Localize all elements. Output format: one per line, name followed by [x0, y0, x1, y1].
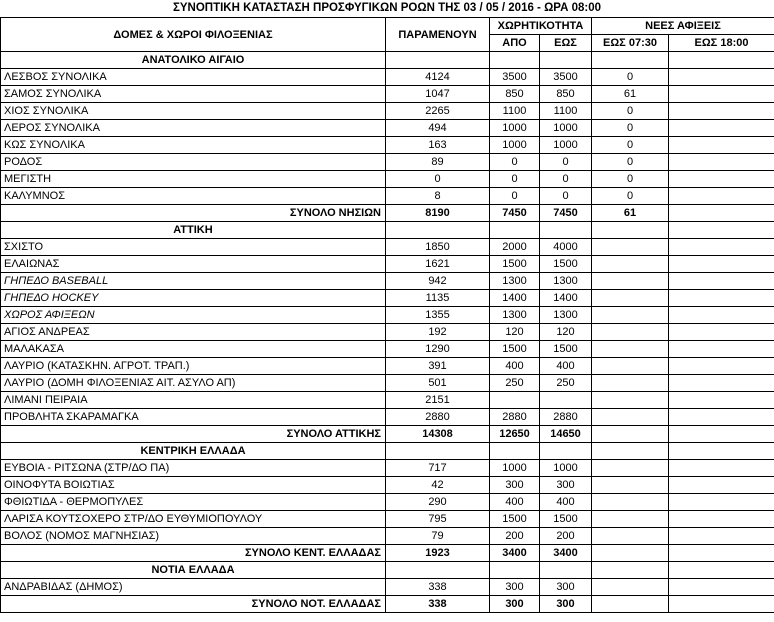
- empty-cell: [669, 52, 774, 69]
- arrivals-1800-cell: [669, 290, 774, 307]
- table-body: [1, 52, 774, 613]
- arrivals-0730-cell: [592, 256, 669, 273]
- capacity-from-cell: 1000: [490, 460, 540, 477]
- remaining-cell: 795: [386, 511, 490, 528]
- arrivals-0730-cell: [592, 511, 669, 528]
- facility-name: ΓΗΠΕΔΟ BASEBALL: [1, 273, 386, 290]
- empty-cell: [540, 222, 592, 239]
- total-capacity-from-cell: 7450: [490, 205, 540, 222]
- arrivals-0730-cell: 0: [592, 120, 669, 137]
- section-total-row: [1, 426, 774, 443]
- section-header-row: [1, 52, 774, 69]
- total-arrivals-0730-cell: [592, 596, 669, 613]
- empty-cell: [540, 52, 592, 69]
- capacity-to-cell: 2880: [540, 409, 592, 426]
- capacity-to-cell: 1000: [540, 120, 592, 137]
- arrivals-0730-cell: 0: [592, 137, 669, 154]
- capacity-to-cell: 0: [540, 188, 592, 205]
- total-capacity-to-cell: 300: [540, 596, 592, 613]
- remaining-cell: 0: [386, 171, 490, 188]
- table-row: [1, 188, 774, 205]
- remaining-cell: 4124: [386, 69, 490, 86]
- capacity-from-cell: 300: [490, 477, 540, 494]
- facility-name: ΓΗΠΕΔΟ HOCKEY: [1, 290, 386, 307]
- arrivals-1800-cell: [669, 494, 774, 511]
- remaining-cell: 942: [386, 273, 490, 290]
- table-row: [1, 358, 774, 375]
- total-arrivals-0730-cell: [592, 545, 669, 562]
- arrivals-0730-cell: 0: [592, 103, 669, 120]
- section-title: ΝΟΤΙΑ ΕΛΛΑΔΑ: [1, 562, 386, 579]
- empty-cell: [669, 443, 774, 460]
- facility-name: ΡΟΔΟΣ: [1, 154, 386, 171]
- arrivals-1800-cell: [669, 137, 774, 154]
- capacity-to-cell: 0: [540, 171, 592, 188]
- table-row: [1, 103, 774, 120]
- arrivals-0730-cell: [592, 528, 669, 545]
- arrivals-0730-cell: 0: [592, 154, 669, 171]
- remaining-cell: 494: [386, 120, 490, 137]
- capacity-to-cell: 1500: [540, 341, 592, 358]
- arrivals-1800-cell: [669, 324, 774, 341]
- facility-name: ΧΩΡΟΣ ΑΦΙΞΕΩΝ: [1, 307, 386, 324]
- section-header-row: [1, 562, 774, 579]
- col-header-from: ΑΠΟ: [490, 35, 540, 52]
- section-header-row: [1, 443, 774, 460]
- arrivals-0730-cell: 0: [592, 188, 669, 205]
- facility-name: ΛΑΥΡΙΟ (ΔΟΜΗ ΦΙΛΟΞΕΝΙΑΣ ΑΙΤ. ΑΣΥΛΟ ΑΠ): [1, 375, 386, 392]
- arrivals-1800-cell: [669, 375, 774, 392]
- section-title: ΑΤΤΙΚΗ: [1, 222, 386, 239]
- total-capacity-from-cell: 3400: [490, 545, 540, 562]
- empty-cell: [592, 52, 669, 69]
- remaining-cell: 163: [386, 137, 490, 154]
- table-row: [1, 171, 774, 188]
- empty-cell: [540, 562, 592, 579]
- table-row: [1, 307, 774, 324]
- total-capacity-from-cell: 12650: [490, 426, 540, 443]
- arrivals-1800-cell: [669, 579, 774, 596]
- arrivals-0730-cell: [592, 392, 669, 409]
- arrivals-1800-cell: [669, 103, 774, 120]
- capacity-to-cell: 1000: [540, 137, 592, 154]
- capacity-from-cell: 1000: [490, 120, 540, 137]
- section-total-row: [1, 596, 774, 613]
- capacity-to-cell: 850: [540, 86, 592, 103]
- remaining-cell: 717: [386, 460, 490, 477]
- remaining-cell: 2265: [386, 103, 490, 120]
- empty-cell: [490, 562, 540, 579]
- remaining-cell: 89: [386, 154, 490, 171]
- facility-name: ΜΕΓΙΣΤΗ: [1, 171, 386, 188]
- facility-name: ΕΛΑΙΩΝΑΣ: [1, 256, 386, 273]
- total-remaining-cell: 1923: [386, 545, 490, 562]
- total-label: ΣΥΝΟΛΟ ΝΟΤ. ΕΛΛΑΔΑΣ: [1, 596, 386, 613]
- arrivals-0730-cell: 61: [592, 86, 669, 103]
- capacity-to-cell: 3500: [540, 69, 592, 86]
- capacity-to-cell: 1300: [540, 307, 592, 324]
- empty-cell: [592, 562, 669, 579]
- arrivals-0730-cell: [592, 290, 669, 307]
- table-row: [1, 273, 774, 290]
- facility-name: ΣΑΜΟΣ ΣΥΝΟΛΙΚΑ: [1, 86, 386, 103]
- remaining-cell: 192: [386, 324, 490, 341]
- capacity-to-cell: 300: [540, 579, 592, 596]
- facility-name: ΛΕΡΟΣ ΣΥΝΟΛΙΚΑ: [1, 120, 386, 137]
- col-header-facilities: ΔΟΜΕΣ & ΧΩΡΟΙ ΦΙΛΟΞΕΝΙΑΣ: [1, 18, 386, 52]
- table-row: [1, 392, 774, 409]
- arrivals-0730-cell: [592, 579, 669, 596]
- empty-cell: [540, 443, 592, 460]
- arrivals-0730-cell: [592, 409, 669, 426]
- table-row: [1, 154, 774, 171]
- capacity-to-cell: 1400: [540, 290, 592, 307]
- empty-cell: [386, 222, 490, 239]
- capacity-to-cell: 1100: [540, 103, 592, 120]
- section-total-row: [1, 205, 774, 222]
- capacity-from-cell: 0: [490, 154, 540, 171]
- capacity-from-cell: 2000: [490, 239, 540, 256]
- arrivals-1800-cell: [669, 528, 774, 545]
- total-remaining-cell: 338: [386, 596, 490, 613]
- total-arrivals-0730-cell: 61: [592, 205, 669, 222]
- facility-name: ΠΡΟΒΛΗΤΑ ΣΚΑΡΑΜΑΓΚΑ: [1, 409, 386, 426]
- facility-name: ΒΟΛΟΣ (ΝΟΜΟΣ ΜΑΓΝΗΣΙΑΣ): [1, 528, 386, 545]
- capacity-to-cell: 1000: [540, 460, 592, 477]
- total-capacity-to-cell: 14650: [540, 426, 592, 443]
- total-label: ΣΥΝΟΛΟ ΝΗΣΙΩΝ: [1, 205, 386, 222]
- capacity-from-cell: 1300: [490, 273, 540, 290]
- table-row: [1, 256, 774, 273]
- facility-name: ΛΕΣΒΟΣ ΣΥΝΟΛΙΚΑ: [1, 69, 386, 86]
- refugee-flows-table: [0, 17, 774, 613]
- capacity-from-cell: 1400: [490, 290, 540, 307]
- total-arrivals-1800-cell: [669, 205, 774, 222]
- remaining-cell: 79: [386, 528, 490, 545]
- facility-name: ΣΧΙΣΤΟ: [1, 239, 386, 256]
- arrivals-1800-cell: [669, 358, 774, 375]
- total-capacity-from-cell: 300: [490, 596, 540, 613]
- table-row: [1, 494, 774, 511]
- col-header-new-arrivals: ΝΕΕΣ ΑΦΙΞΕΙΣ: [592, 18, 774, 35]
- arrivals-1800-cell: [669, 256, 774, 273]
- arrivals-0730-cell: [592, 324, 669, 341]
- header-row-1: [1, 18, 774, 35]
- facility-name: ΑΝΔΡΑΒΙΔΑΣ (ΔΗΜΟΣ): [1, 579, 386, 596]
- arrivals-0730-cell: [592, 239, 669, 256]
- capacity-from-cell: 2880: [490, 409, 540, 426]
- total-label: ΣΥΝΟΛΟ ΑΤΤΙΚΗΣ: [1, 426, 386, 443]
- capacity-from-cell: [490, 392, 540, 409]
- capacity-from-cell: 1000: [490, 137, 540, 154]
- capacity-from-cell: 0: [490, 188, 540, 205]
- empty-cell: [490, 52, 540, 69]
- arrivals-1800-cell: [669, 86, 774, 103]
- arrivals-0730-cell: [592, 477, 669, 494]
- col-header-until-1800: ΕΩΣ 18:00: [669, 35, 774, 52]
- arrivals-0730-cell: [592, 341, 669, 358]
- arrivals-1800-cell: [669, 120, 774, 137]
- remaining-cell: 391: [386, 358, 490, 375]
- remaining-cell: 338: [386, 579, 490, 596]
- table-row: [1, 290, 774, 307]
- table-row: [1, 69, 774, 86]
- remaining-cell: 8: [386, 188, 490, 205]
- remaining-cell: 1355: [386, 307, 490, 324]
- facility-name: ΛΙΜΑΝΙ ΠΕΙΡΑΙΑ: [1, 392, 386, 409]
- table-row: [1, 86, 774, 103]
- arrivals-0730-cell: [592, 358, 669, 375]
- total-capacity-to-cell: 3400: [540, 545, 592, 562]
- facility-name: ΛΑΥΡΙΟ (ΚΑΤΑΣΚΗΝ. ΑΓΡΟΤ. ΤΡΑΠ.): [1, 358, 386, 375]
- empty-cell: [386, 443, 490, 460]
- arrivals-1800-cell: [669, 273, 774, 290]
- capacity-to-cell: 1300: [540, 273, 592, 290]
- empty-cell: [592, 222, 669, 239]
- capacity-from-cell: 400: [490, 494, 540, 511]
- facility-name: ΜΑΛΑΚΑΣΑ: [1, 341, 386, 358]
- remaining-cell: 2151: [386, 392, 490, 409]
- remaining-cell: 2880: [386, 409, 490, 426]
- capacity-from-cell: 0: [490, 171, 540, 188]
- report-title: ΣΥΝΟΠΤΙΚΗ ΚΑΤΑΣΤΑΣΗ ΠΡΟΣΦΥΓΙΚΩΝ ΡΟΩΝ ΤΗΣ 03 / 05 / 2016 - ΩΡΑ 08:00: [172, 2, 602, 14]
- facility-name: ΑΓΙΟΣ ΑΝΔΡΕΑΣ: [1, 324, 386, 341]
- arrivals-0730-cell: [592, 460, 669, 477]
- arrivals-1800-cell: [669, 511, 774, 528]
- arrivals-0730-cell: [592, 375, 669, 392]
- total-remaining-cell: 14308: [386, 426, 490, 443]
- capacity-from-cell: 250: [490, 375, 540, 392]
- arrivals-1800-cell: [669, 392, 774, 409]
- capacity-from-cell: 120: [490, 324, 540, 341]
- capacity-to-cell: 250: [540, 375, 592, 392]
- facility-name: ΟΙΝΟΦΥΤΑ ΒΟΙΩΤΙΑΣ: [1, 477, 386, 494]
- total-arrivals-1800-cell: [669, 426, 774, 443]
- arrivals-0730-cell: [592, 273, 669, 290]
- capacity-from-cell: 400: [490, 358, 540, 375]
- capacity-from-cell: 300: [490, 579, 540, 596]
- total-arrivals-0730-cell: [592, 426, 669, 443]
- remaining-cell: 290: [386, 494, 490, 511]
- total-arrivals-1800-cell: [669, 596, 774, 613]
- capacity-from-cell: 1500: [490, 341, 540, 358]
- col-header-to: ΕΩΣ: [540, 35, 592, 52]
- total-arrivals-1800-cell: [669, 545, 774, 562]
- empty-cell: [386, 52, 490, 69]
- capacity-to-cell: 400: [540, 358, 592, 375]
- section-header-row: [1, 222, 774, 239]
- empty-cell: [669, 562, 774, 579]
- remaining-cell: 1850: [386, 239, 490, 256]
- empty-cell: [669, 222, 774, 239]
- section-total-row: [1, 545, 774, 562]
- remaining-cell: 42: [386, 477, 490, 494]
- arrivals-1800-cell: [669, 477, 774, 494]
- arrivals-1800-cell: [669, 69, 774, 86]
- arrivals-1800-cell: [669, 460, 774, 477]
- capacity-from-cell: 3500: [490, 69, 540, 86]
- capacity-from-cell: 200: [490, 528, 540, 545]
- capacity-to-cell: 120: [540, 324, 592, 341]
- arrivals-0730-cell: [592, 494, 669, 511]
- facility-name: ΕΥΒΟΙΑ - ΡΙΤΣΩΝΑ (ΣΤΡ/ΔΟ ΠΑ): [1, 460, 386, 477]
- arrivals-1800-cell: [669, 409, 774, 426]
- facility-name: ΚΩΣ ΣΥΝΟΛΙΚΑ: [1, 137, 386, 154]
- facility-name: ΧΙΟΣ ΣΥΝΟΛΙΚΑ: [1, 103, 386, 120]
- arrivals-1800-cell: [669, 188, 774, 205]
- empty-cell: [490, 443, 540, 460]
- arrivals-1800-cell: [669, 154, 774, 171]
- col-header-remaining: ΠΑΡΑΜΕΝΟΥΝ: [386, 18, 490, 52]
- capacity-to-cell: 0: [540, 154, 592, 171]
- arrivals-1800-cell: [669, 307, 774, 324]
- table-row: [1, 341, 774, 358]
- facility-name: ΦΘΙΩΤΙΔΑ - ΘΕΡΜΟΠΥΛΕΣ: [1, 494, 386, 511]
- arrivals-0730-cell: 0: [592, 171, 669, 188]
- total-label: ΣΥΝΟΛΟ ΚΕΝΤ. ΕΛΛΑΔΑΣ: [1, 545, 386, 562]
- capacity-from-cell: 1100: [490, 103, 540, 120]
- facility-name: ΛΑΡΙΣΑ ΚΟΥΤΣΟΧΕΡΟ ΣΤΡ/ΔΟ ΕΥΘΥΜΙΟΠΟΥΛΟΥ: [1, 511, 386, 528]
- arrivals-1800-cell: [669, 171, 774, 188]
- capacity-to-cell: 1500: [540, 256, 592, 273]
- total-remaining-cell: 8190: [386, 205, 490, 222]
- remaining-cell: 1290: [386, 341, 490, 358]
- capacity-from-cell: 1300: [490, 307, 540, 324]
- table-row: [1, 579, 774, 596]
- arrivals-1800-cell: [669, 239, 774, 256]
- table-row: [1, 528, 774, 545]
- capacity-to-cell: 300: [540, 477, 592, 494]
- capacity-from-cell: 1500: [490, 511, 540, 528]
- empty-cell: [592, 443, 669, 460]
- arrivals-0730-cell: [592, 307, 669, 324]
- table-row: [1, 324, 774, 341]
- table-row: [1, 460, 774, 477]
- table-row: [1, 120, 774, 137]
- table-row: [1, 137, 774, 154]
- remaining-cell: 1621: [386, 256, 490, 273]
- table-row: [1, 477, 774, 494]
- empty-cell: [386, 562, 490, 579]
- col-header-capacity: ΧΩΡΗΤΙΚΟΤΗΤΑ: [490, 18, 592, 35]
- capacity-to-cell: [540, 392, 592, 409]
- capacity-to-cell: 200: [540, 528, 592, 545]
- capacity-from-cell: 1500: [490, 256, 540, 273]
- section-title: ΚΕΝΤΡΙΚΗ ΕΛΛΑΔΑ: [1, 443, 386, 460]
- section-title: ΑΝΑΤΟΛΙΚΟ ΑΙΓΑΙΟ: [1, 52, 386, 69]
- table-row: [1, 375, 774, 392]
- table-row: [1, 239, 774, 256]
- facility-name: ΚΑΛΥΜΝΟΣ: [1, 188, 386, 205]
- empty-cell: [490, 222, 540, 239]
- capacity-to-cell: 1500: [540, 511, 592, 528]
- remaining-cell: 1047: [386, 86, 490, 103]
- table-row: [1, 511, 774, 528]
- table-row: [1, 409, 774, 426]
- arrivals-1800-cell: [669, 341, 774, 358]
- capacity-to-cell: 400: [540, 494, 592, 511]
- capacity-from-cell: 850: [490, 86, 540, 103]
- total-capacity-to-cell: 7450: [540, 205, 592, 222]
- arrivals-0730-cell: 0: [592, 69, 669, 86]
- remaining-cell: 1135: [386, 290, 490, 307]
- remaining-cell: 501: [386, 375, 490, 392]
- capacity-to-cell: 4000: [540, 239, 592, 256]
- col-header-until-0730: ΕΩΣ 07:30: [592, 35, 669, 52]
